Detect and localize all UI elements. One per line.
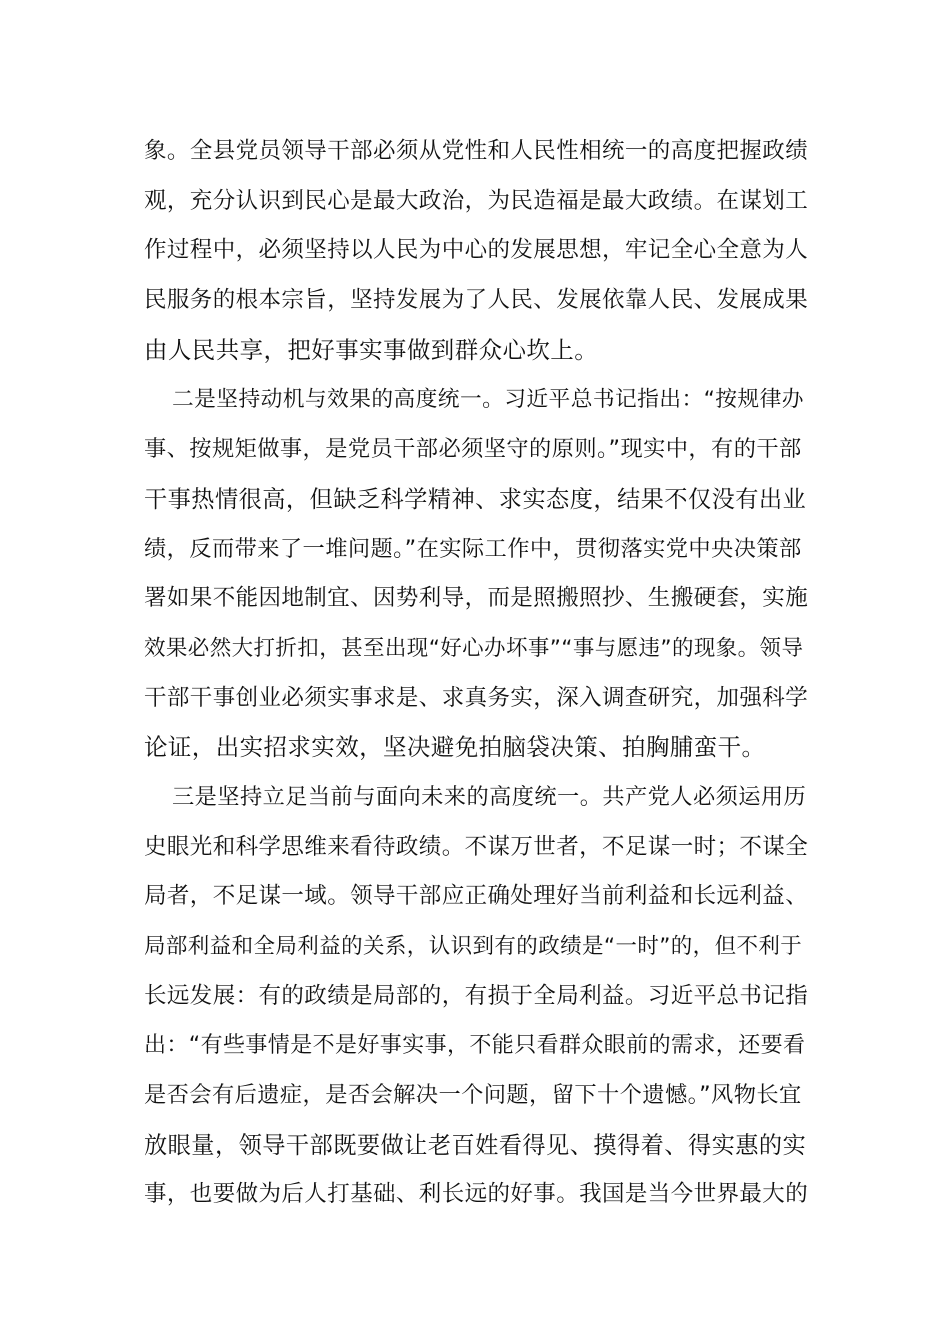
- text-line: 民服务的根本宗旨，坚持发展为了人民、发展依靠人民、发展成果: [144, 287, 809, 314]
- text-line: 论证，出实招求实效，坚决避免拍脑袋决策、拍胸脯蛮干。: [144, 733, 766, 762]
- text-line: 观，充分认识到民心是最大政治，为民造福是最大政绩。在谋划工: [144, 187, 809, 214]
- text-line: 放眼量，领导干部既要做让老百姓看得见、摸得着、得实惠的实: [144, 1131, 807, 1159]
- text-line: 史眼光和科学思维来看待政绩。不谋万世者，不足谋一时；不谋全: [144, 833, 809, 860]
- paragraph-first-line: 二是坚持动机与效果的高度统一。习近平总书记指出：“按规律办: [172, 387, 804, 413]
- text-line: 事，也要做为后人打基础、利长远的好事。我国是当今世界最大的: [144, 1181, 809, 1208]
- text-line: 干事热情很高，但缺乏科学精神、求实态度，结果不仅没有出业: [144, 485, 807, 513]
- text-line: 局部利益和全局利益的关系，认识到有的政绩是“一时”的，但不利于: [144, 934, 803, 959]
- body-text: [144, 127, 808, 1220]
- text-line: 绩，反而带来了一堆问题。”在实际工作中，贯彻落实党中央决策部: [144, 535, 802, 562]
- text-line: 由人民共享，把好事实事做到群众心坎上。: [144, 335, 599, 364]
- text-line: 是否会有后遗症，是否会解决一个问题，留下十个遗憾。”风物长宜: [144, 1082, 802, 1109]
- text-line: 署如果不能因地制宜、因势利导，而是照搬照抄、生搬硬套，实施: [144, 585, 809, 612]
- text-line: 出：“有些事情是不是好事实事，不能只看群众眼前的需求，还要看: [144, 1033, 806, 1059]
- text-line: 局者，不足谋一域。领导干部应正确处理好当前利益和长远利益、: [144, 883, 809, 910]
- text-line: 事、按规矩做事，是党员干部必须坚守的原则。”现实中，有的干部: [144, 436, 802, 463]
- text-line: 象。全县党员领导干部必须从党性和人民性相统一的高度把握政绩: [144, 138, 809, 164]
- text-line: 效果必然大打折扣，甚至出现“好心办坏事”“事与愿违”的现象。领导: [144, 635, 804, 661]
- text-line: 干部干事创业必须实事求是、求真务实，深入调查研究，加强科学: [144, 684, 809, 711]
- text-line: 作过程中，必须坚持以人民为中心的发展思想，牢记全心全意为人: [144, 237, 809, 264]
- paragraph-first-line: 三是坚持立足当前与面向未来的高度统一。共产党人必须运用历: [172, 783, 807, 810]
- text-line: 长远发展：有的政绩是局部的，有损于全局利益。习近平总书记指: [144, 982, 809, 1009]
